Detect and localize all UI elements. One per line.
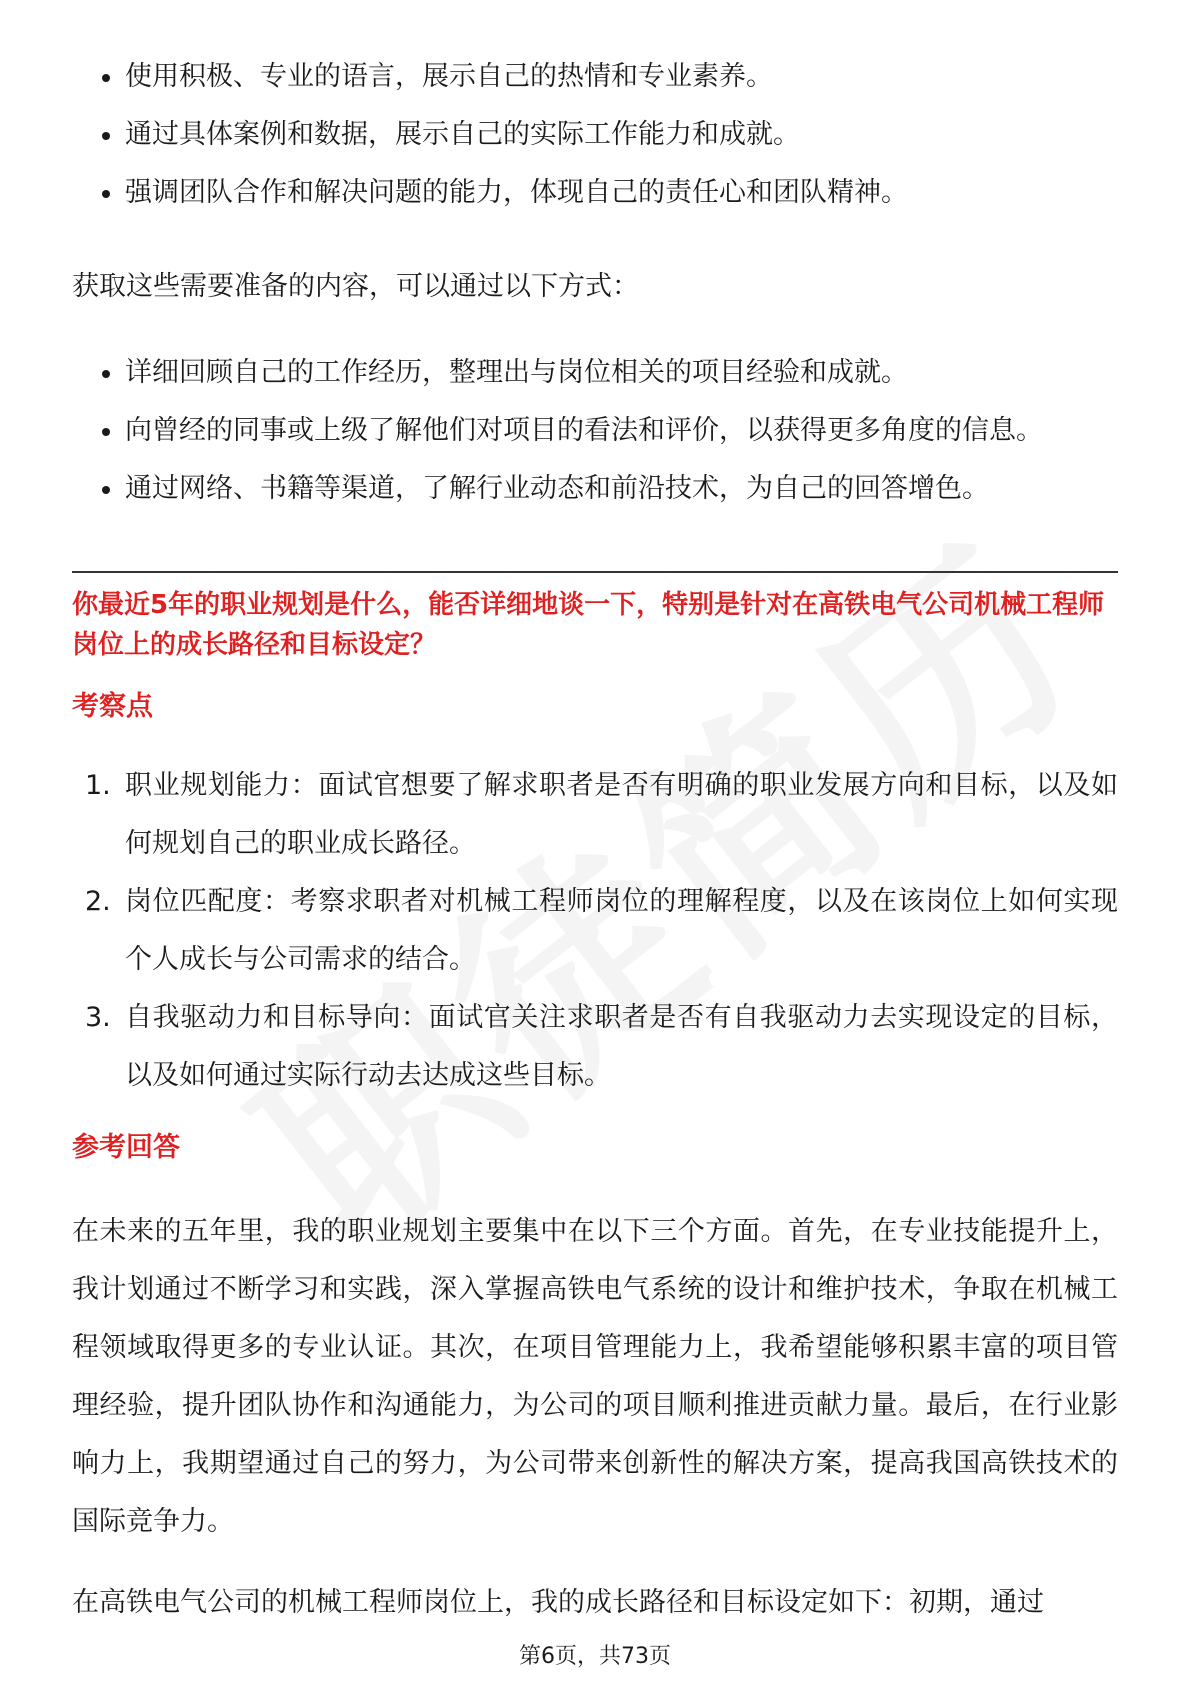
prep-bullet-list — [72, 353, 1118, 527]
item-number: 3. — [85, 1002, 111, 1033]
question-heading: 你最近5年的职业规划是什么，能否详细地谈一下，特别是针对在高铁电气公司机械工程师岗位上的成长路径和目标设定？ — [72, 590, 1105, 660]
list-item: 通过网络、书籍等渠道，了解行业动态和前沿技术，为自己的回答增色。 — [72, 469, 1118, 527]
intro-paragraph: 获取这些需要准备的内容，可以通过以下方式： — [72, 271, 639, 302]
page-footer: 第6页，共73页 — [519, 1644, 671, 1669]
top-bullet-list — [72, 57, 1118, 231]
list-item: 使用积极、专业的语言，展示自己的热情和专业素养。 — [72, 57, 1118, 115]
list-item — [72, 873, 1118, 989]
item-text: 岗位匹配度：考察求职者对机械工程师岗位的理解程度，以及在该岗位上如何实现个人成长与公司需求的结合。 — [125, 886, 1118, 975]
answer-paragraph-1: 在未来的五年里，我的职业规划主要集中在以下三个方面。首先，在专业技能提升上，我计划通过不断学习和实践，深入掌握高铁电气系统的设计和维护技术，争取在机械工程领域取得更多的专业认证。其次，在项目管理能力上，我希望能够积累丰富的项目管理经验，提升团队协作和沟通能力，为公司的项目顺利推进贡献力量。最后，在行业影响力上，我期望通过自己的努力，为公司带来创新性的解决方案，提高我国高铁技术的国际竞争力。 — [72, 1216, 1118, 1537]
item-text: 职业规划能力：面试官想要了解求职者是否有明确的职业发展方向和目标，以及如何规划自己的职业成长路径。 — [125, 770, 1118, 859]
list-item — [72, 757, 1118, 873]
list-item: 详细回顾自己的工作经历，整理出与岗位相关的项目经验和成就。 — [72, 353, 1118, 411]
list-item: 强调团队合作和解决问题的能力，体现自己的责任心和团队精神。 — [72, 173, 1118, 231]
list-item: 向曾经的同事或上级了解他们对项目的看法和评价，以获得更多角度的信息。 — [72, 411, 1118, 469]
answer-paragraph-2: 在高铁电气公司的机械工程师岗位上，我的成长路径和目标设定如下：初期，通过 — [72, 1587, 1044, 1618]
item-number: 2. — [85, 886, 111, 917]
points-section-title: 考察点 — [72, 691, 153, 722]
list-item — [72, 989, 1118, 1105]
answer-section-title: 参考回答 — [72, 1132, 180, 1163]
item-number: 1. — [85, 770, 111, 801]
item-text: 自我驱动力和目标导向：面试官关注求职者是否有自我驱动力去实现设定的目标，以及如何通过实际行动去达成这些目标。 — [125, 1002, 1118, 1091]
list-item: 通过具体案例和数据，展示自己的实际工作能力和成就。 — [72, 115, 1118, 173]
points-list — [72, 757, 1118, 1105]
section-divider — [72, 571, 1118, 573]
